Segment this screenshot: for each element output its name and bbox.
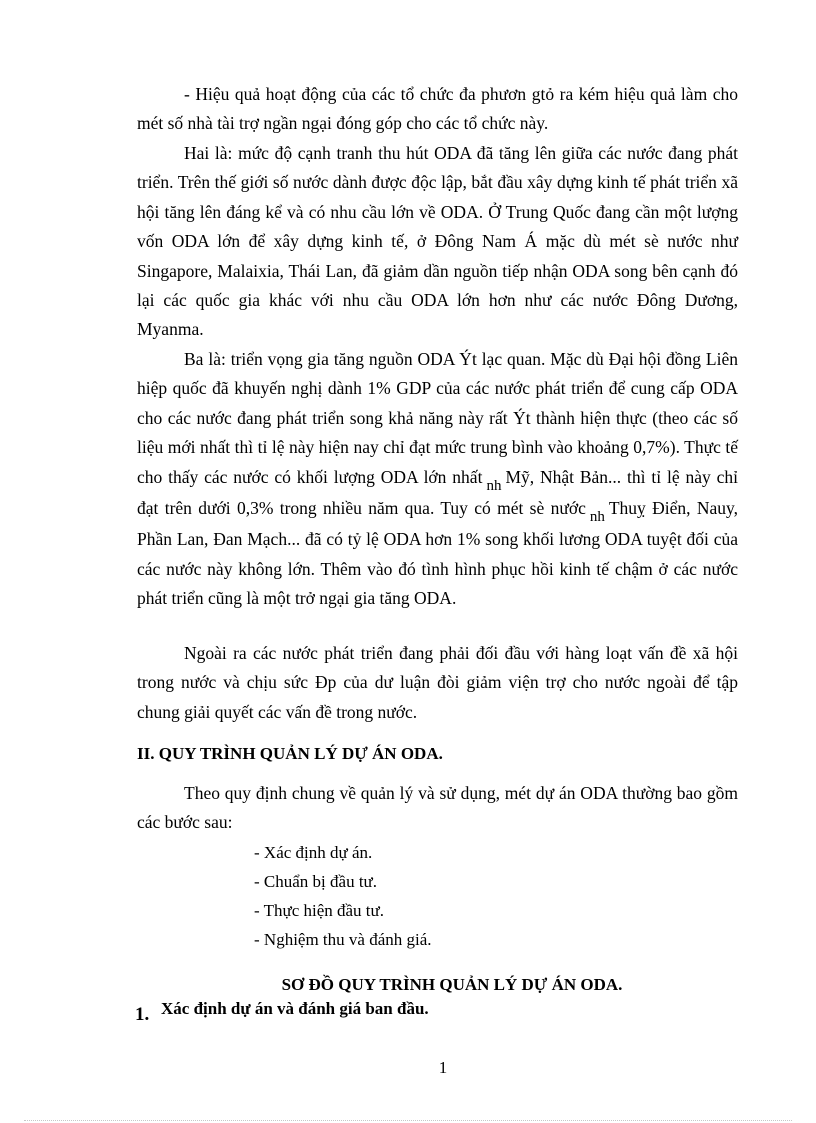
paragraph-oda-prospects	[137, 345, 738, 614]
list-item: - Nghiệm thu và đánh giá.	[254, 930, 432, 949]
list-item: - Thực hiện đầu tư.	[254, 901, 384, 920]
diagram-title: SƠ ĐỒ QUY TRÌNH QUẢN LÝ DỰ ÁN ODA.	[281, 975, 623, 994]
paragraph-multilateral-efficiency: - Hiệu quả hoạt động của các tổ chức đa phươn gtỏ ra kém hiệu quả làm cho mét số nhà tài trợ ngần ngại đóng góp cho các tổ chức này.	[137, 84, 738, 134]
section-heading: II. QUY TRÌNH QUẢN LÝ DỰ ÁN ODA.	[137, 744, 443, 763]
step-label: Xác định dự án và đánh giá ban đầu.	[161, 999, 429, 1018]
page-number: 1	[438, 1058, 448, 1077]
section-intro: Theo quy định chung về quản lý và sử dụng, mét dự án ODA thường bao gồm các bước sau:	[137, 783, 738, 833]
list-item: - Chuẩn bị đầu tư.	[254, 872, 378, 891]
paragraph-oda-prospects-part2: Mỹ, Nhật Bản... thì tỉ lệ này chỉ đạt trên dưới 0,3% trong nhiều năm qua. Tuy có mét sè nước	[137, 466, 738, 519]
paragraph-oda-prospects-part3: Thuỵ Điển, Nauy, Phần Lan, Đan Mạch... đã có tỷ lệ ODA hơn 1% song khối lương ODA tuyệt đối của các nước này không lớn. Thêm vào đó tình hình phục hồi kinh tế chậm ở các nước phát triển cũng là một trở ngại gia tăng ODA.	[137, 498, 738, 609]
list-item: - Xác định dự án.	[254, 843, 373, 862]
paragraph-domestic-issues: Ngoài ra các nước phát triển đang phải đối đầu với hàng loạt vấn đề xã hội trong nước và chịu sức Ðp của dư luận đòi giảm viện trợ cho nước ngoài để tập chung giải quyết các vấn đề trong nước.	[137, 643, 738, 722]
subscript-nh-1: nh	[486, 477, 502, 494]
step-number: 1.	[135, 1004, 150, 1025]
page-bottom-divider	[24, 1120, 792, 1121]
subscript-nh-2: nh	[589, 509, 605, 526]
paragraph-competition: Hai là: mức độ cạnh tranh thu hút ODA đã tăng lên giữa các nước đang phát triển. Trên thế giới số nước dành được độc lập, bắt đầu xây dựng kinh tế phát triển xã hội tăng lên đáng kể và có nhu cầu lớn về ODA. Ở Trung Quốc đang cần một lượng vốn ODA lớn để xây dựng kinh tế, ở Đông Nam Á mặc dù mét sè nước như Singapore, Malaixia, Thái Lan, đã giảm dần nguồn tiếp nhận ODA song bên cạnh đó lại các quốc gia khác với nhu cầu ODA lớn hơn như các nước Đông Dương, Myanma.	[137, 143, 738, 340]
paragraph-oda-prospects-part1: Ba là: triển vọng gia tăng nguồn ODA Ýt lạc quan. Mặc dù Đại hội đồng Liên hiệp quốc đã khuyến nghị dành 1% GDP của các nước phát triển để cung cấp ODA cho các nước đang phát triển song khả năng này rất Ýt thành hiện thực (theo các số liệu mới nhất thì tỉ lệ này hiện nay chỉ đạt mức trung bình vào khoảng 0,7%). Thực tế cho thấy các nước có khối lượng ODA lớn nhất	[137, 349, 738, 487]
